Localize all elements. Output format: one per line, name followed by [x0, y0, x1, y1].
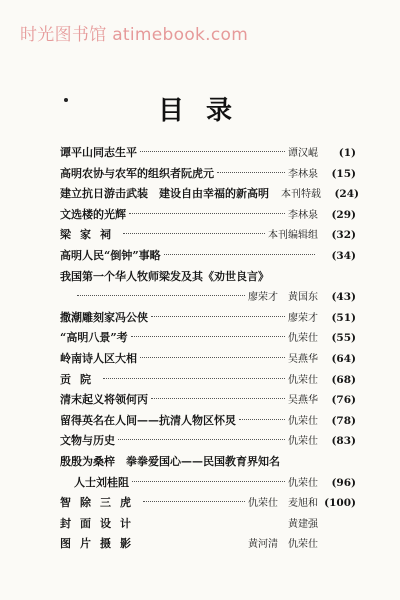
- dot-leader: [239, 419, 285, 420]
- toc-entry: [60, 164, 356, 185]
- entry-author: 李林泉: [288, 209, 318, 221]
- entry-author: 仇荣仕 麦旭和: [248, 498, 318, 510]
- entry-page: (83): [331, 435, 356, 448]
- entry-page: (64): [331, 352, 356, 365]
- dot-leader: [118, 439, 285, 440]
- dot-leader: [151, 398, 285, 399]
- toc-entry: [60, 267, 356, 288]
- toc-entry: [60, 370, 356, 391]
- entry-title: 封面设计: [60, 516, 140, 530]
- entry-page: (51): [331, 311, 356, 324]
- entry-author: 谭汉崐: [288, 148, 318, 159]
- entry-author: 廖荣才 黄国东: [248, 292, 318, 304]
- entry-author: 仇荣仕: [288, 374, 318, 386]
- entry-title: 高明农协与农军的组织者阮虎元: [60, 166, 214, 180]
- entry-title: 图片摄影: [60, 537, 140, 551]
- entry-title: 岭南诗人区大相: [60, 351, 137, 365]
- entry-page: (32): [331, 229, 356, 242]
- table-of-contents: [60, 143, 359, 555]
- dot-leader: [151, 316, 285, 317]
- entry-page: (15): [331, 167, 356, 180]
- entry-page: (1): [338, 147, 356, 159]
- toc-entry: [60, 328, 356, 349]
- entry-author: 仇荣仕: [288, 436, 318, 448]
- entry-author: 吴燕华: [288, 395, 318, 407]
- entry-title: 文选楼的光辉: [60, 207, 126, 221]
- entry-title: 贡院: [60, 372, 100, 386]
- entry-title: 梁家祠: [60, 228, 120, 242]
- toc-entry: [60, 225, 356, 246]
- entry-title: 清末起义将领何丙: [60, 393, 148, 407]
- dot-leader: [77, 295, 245, 296]
- entry-author: 仇荣仕: [288, 333, 318, 345]
- entry-page: (43): [331, 291, 356, 304]
- entry-page: (34): [331, 249, 356, 262]
- entry-page: (76): [331, 394, 356, 407]
- entry-page: (24): [334, 188, 359, 201]
- dot-leader: [140, 357, 285, 358]
- toc-entry: [60, 514, 356, 535]
- entry-page: (29): [331, 208, 356, 221]
- dot-leader: [143, 501, 245, 502]
- dot-leader: [129, 213, 285, 214]
- entry-page: (68): [331, 373, 356, 386]
- page-title: 目录: [158, 96, 255, 126]
- entry-author: 仇荣仕: [288, 477, 318, 489]
- entry-title: 撒潮雕刻家冯公侠: [60, 310, 148, 324]
- entry-title: “高明八景”考: [60, 331, 128, 345]
- entry-page: (55): [331, 332, 356, 345]
- dot-leader: [131, 336, 285, 337]
- entry-page: (100): [324, 497, 356, 510]
- entry-author: 吴燕华: [288, 353, 318, 365]
- entry-page: (96): [331, 476, 356, 489]
- entry-title: 殷殷为桑梓 拳拳爱国心——民国教育界知名: [60, 454, 280, 468]
- dot-leader: [123, 233, 265, 234]
- entry-author: 黄建强: [288, 518, 318, 530]
- watermark: 时光图书馆 atimebook.com: [20, 25, 249, 45]
- entry-page: (78): [331, 414, 356, 427]
- entry-title: 谭平山同志生平: [60, 146, 137, 159]
- toc-entry: [60, 431, 356, 452]
- toc-entry: [60, 349, 356, 370]
- toc-entry: [60, 411, 356, 432]
- dot-leader: [164, 254, 315, 255]
- bullet-dot: [64, 98, 68, 102]
- entry-title: 智除三虎: [60, 496, 140, 510]
- dot-leader: [103, 378, 285, 379]
- toc-entry: [60, 390, 356, 411]
- entry-author: 廖荣才: [288, 312, 318, 324]
- entry-title: 建立抗日游击武装 建设自由幸福的新高明: [60, 187, 269, 201]
- entry-author: 本刊编辑组: [268, 230, 318, 242]
- entry-title: 高明人民“倒钟”事略: [60, 248, 161, 262]
- toc-entry: [60, 308, 356, 329]
- toc-entry: [60, 184, 359, 205]
- entry-title: 我国第一个华人牧师梁发及其《劝世良言》: [60, 269, 269, 283]
- toc-entry: [60, 493, 356, 514]
- entry-author: 本刊特载: [281, 189, 321, 201]
- toc-entry: [60, 246, 356, 267]
- toc-entry: [60, 143, 356, 164]
- entry-title: 人士刘桂阻: [74, 475, 129, 489]
- entry-title: 文物与历史: [60, 434, 115, 448]
- dot-leader: [140, 151, 285, 152]
- toc-entry: [60, 534, 356, 555]
- entry-author: 李林泉: [288, 168, 318, 180]
- toc-entry: [60, 473, 356, 494]
- toc-entry: [60, 452, 356, 473]
- entry-title: 留得英名在人间——抗清人物区怀炅: [60, 413, 236, 427]
- dot-leader: [217, 172, 285, 173]
- dot-leader: [132, 481, 285, 482]
- entry-author: 仇荣仕: [288, 415, 318, 427]
- entry-author: 黄河清 仇荣仕: [248, 539, 318, 551]
- toc-entry: [60, 205, 356, 226]
- toc-entry: [60, 287, 356, 308]
